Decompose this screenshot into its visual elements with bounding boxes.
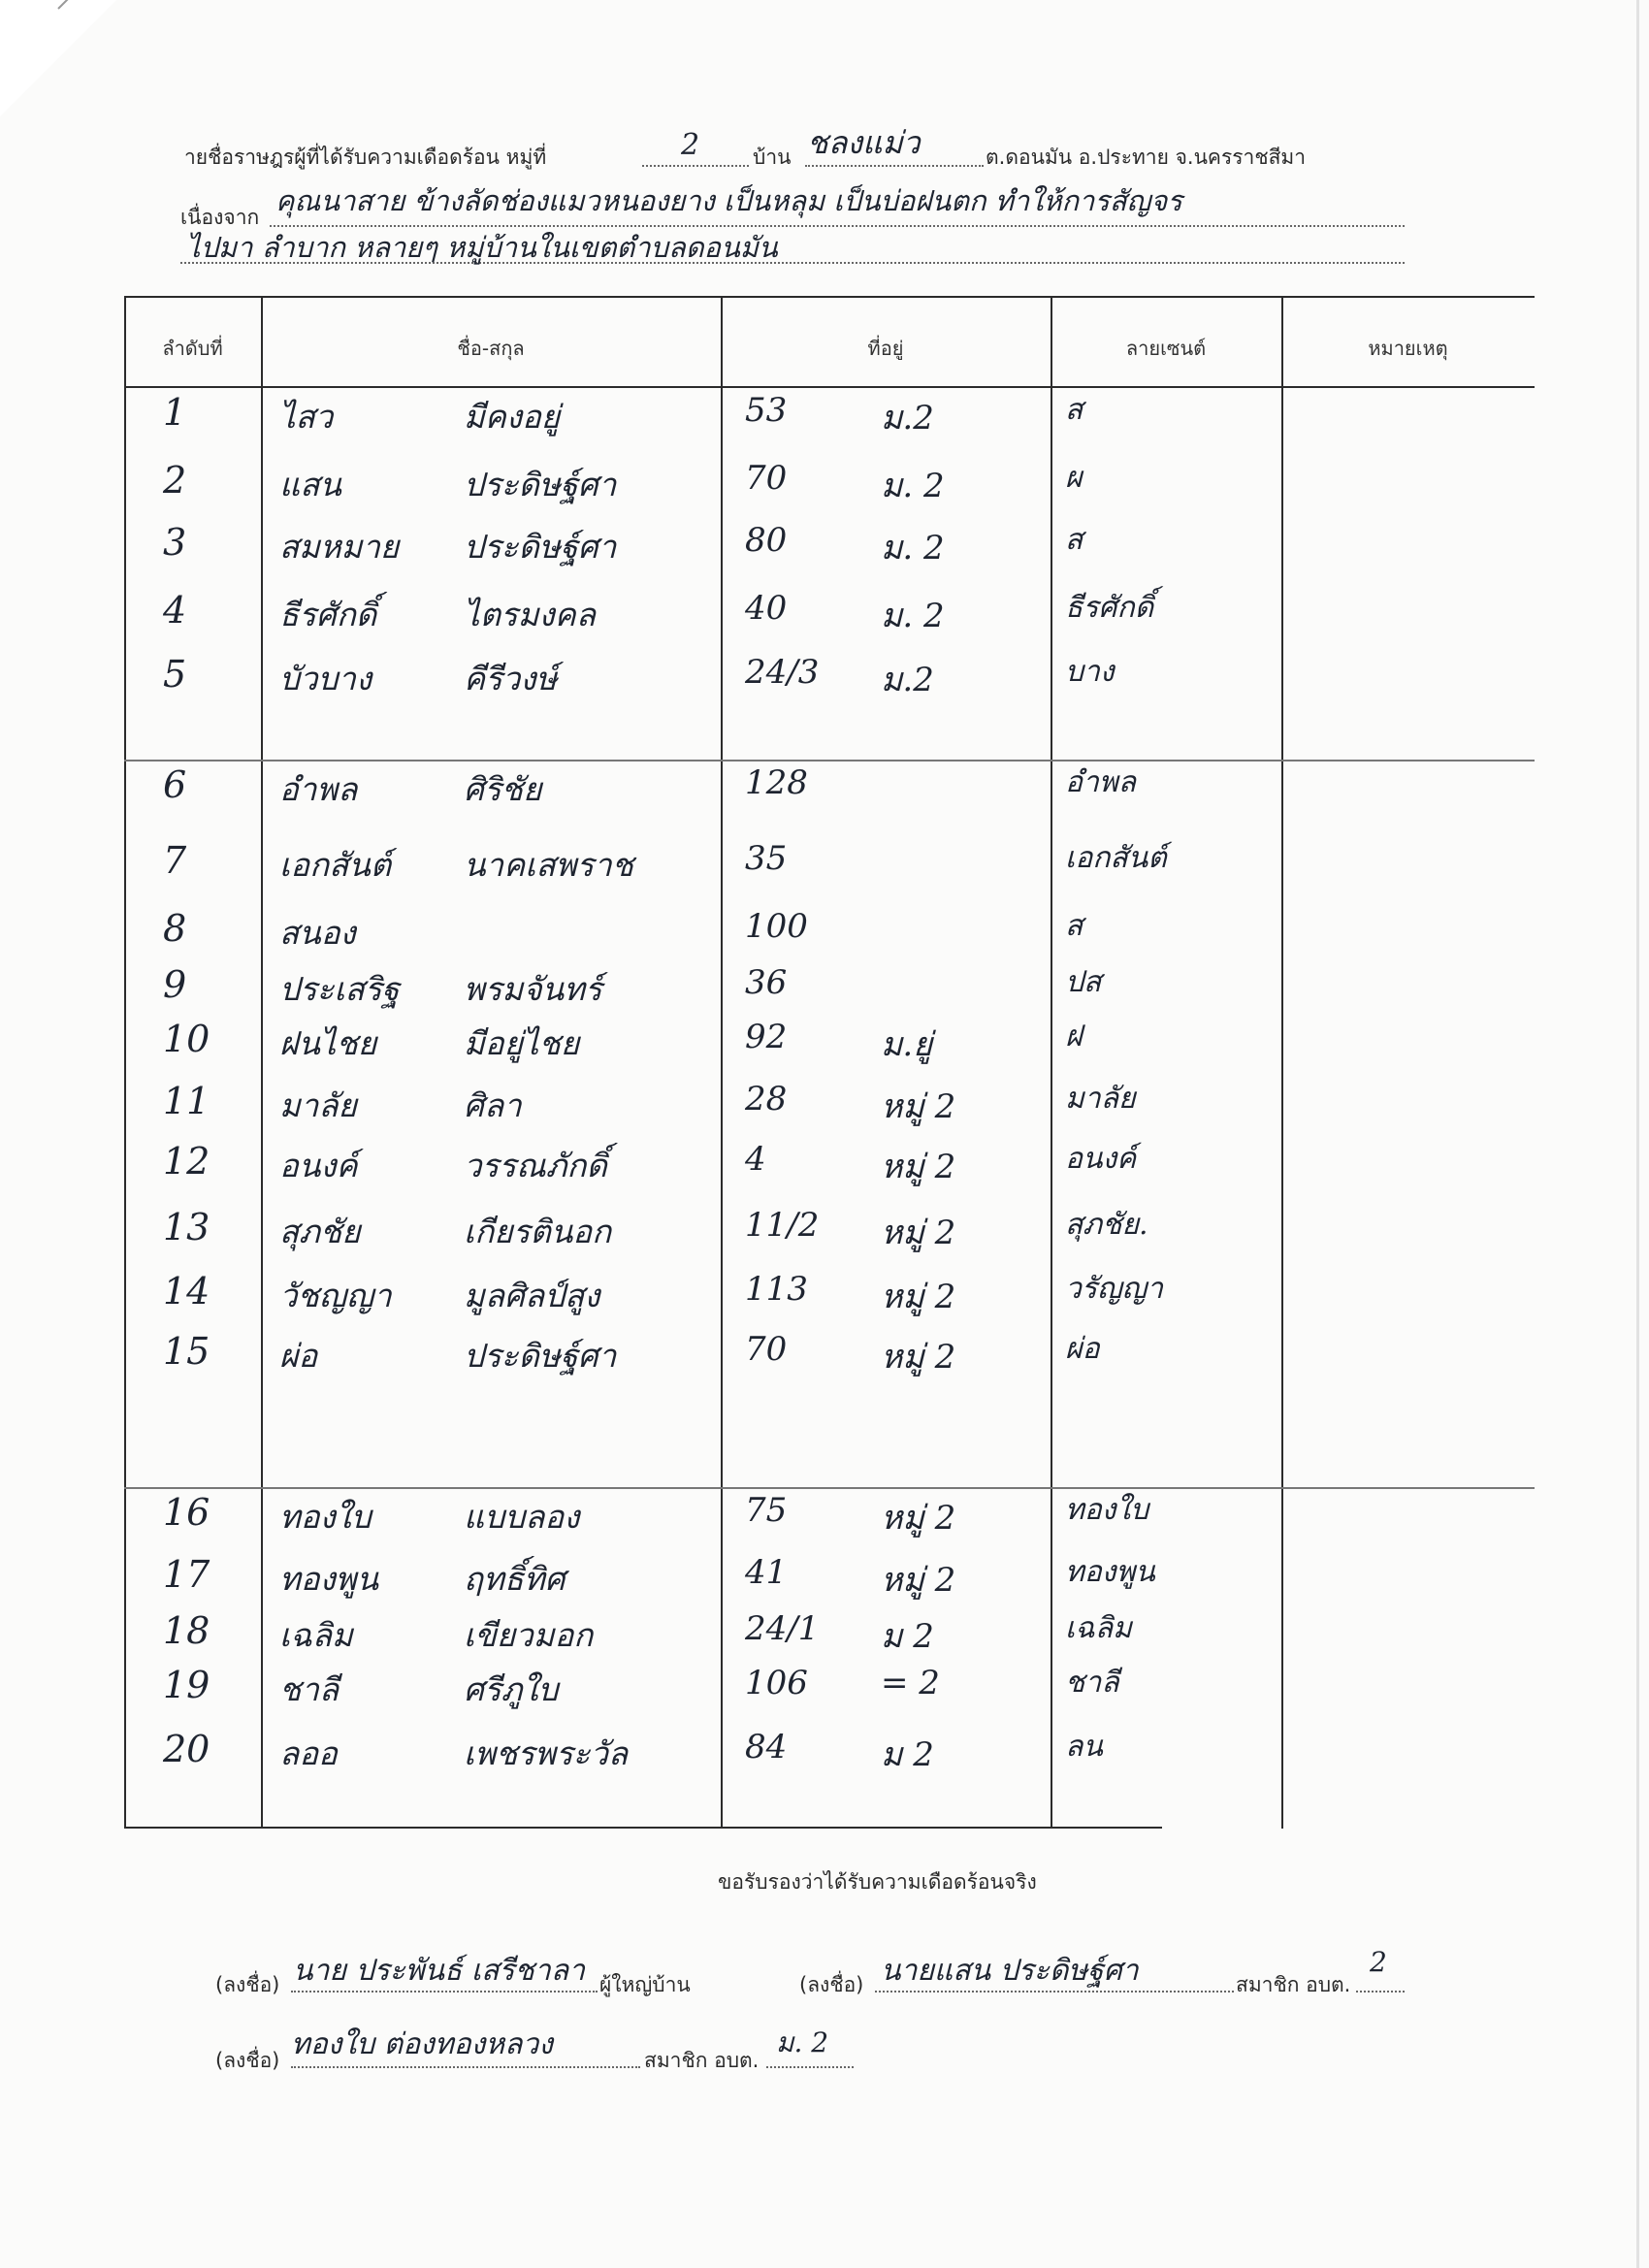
row-signature: วรัญญา — [1065, 1272, 1163, 1306]
row-house-no: 28 — [745, 1080, 788, 1118]
folded-corner — [0, 0, 116, 116]
row-moo: ม.2 — [881, 399, 934, 437]
certify-text: ขอรับรองว่าได้รับความเดือดร้อนจริง — [718, 1870, 1037, 1894]
row-moo: หมู่ 2 — [881, 1148, 956, 1186]
row-signature: ปส — [1065, 965, 1102, 999]
row-signature: ทองพูน — [1065, 1555, 1155, 1589]
row-house-no: 106 — [745, 1664, 808, 1702]
sign1-role: ผู้ใหญ่บ้าน — [599, 1973, 691, 1996]
row-last-name: คีรีวงษ์ — [464, 660, 558, 697]
sign3-role: สมาชิก อบต. — [644, 2049, 760, 2072]
row-moo: ม. 2 — [881, 597, 945, 635]
row-number: 11 — [163, 1080, 210, 1122]
row-signature: อนงค์ — [1065, 1142, 1137, 1176]
row-first-name: สนอง — [279, 914, 356, 952]
row-moo: หมู่ 2 — [881, 1278, 956, 1316]
sign3-role-no: ม. 2 — [776, 2026, 829, 2058]
row-moo: ม 2 — [881, 1735, 934, 1774]
row-signature: ลน — [1065, 1730, 1103, 1764]
row-first-name: ธีรศักดิ์ — [279, 596, 377, 633]
table-top-border — [124, 296, 1535, 298]
row-first-name: สมหมาย — [279, 528, 400, 566]
row-first-name: แสน — [279, 466, 341, 503]
row-signature: ผ — [1065, 461, 1083, 495]
row-moo: หมู่ 2 — [881, 1087, 956, 1126]
row-number: 6 — [163, 763, 187, 806]
row-last-name: ศรีภูใบ — [464, 1670, 559, 1708]
row-number: 1 — [163, 391, 187, 434]
row-house-no: 41 — [745, 1553, 788, 1592]
row-house-no: 11/2 — [745, 1206, 820, 1245]
row-first-name: ไสว — [279, 398, 334, 436]
header-remark: หมายเหตุ — [1368, 337, 1448, 360]
row-last-name: ศิลา — [464, 1086, 522, 1124]
village-no-line — [642, 165, 749, 167]
row-number: 14 — [163, 1270, 210, 1312]
row-number: 10 — [163, 1018, 210, 1060]
row-signature: ทองใบ — [1065, 1493, 1149, 1527]
row-number: 7 — [163, 839, 187, 882]
row-house-no: 70 — [745, 459, 788, 498]
header-no: ลำดับที่ — [162, 337, 223, 360]
ban-name: ชลงแม่ว — [807, 124, 921, 161]
col-border-3 — [1051, 296, 1052, 1829]
sign1-label: (ลงชื่อ) — [215, 1973, 280, 1996]
row-last-name: ประดิษฐ์ศา — [464, 466, 617, 503]
page-edge — [1636, 0, 1639, 2268]
sign2-role-line — [1356, 1991, 1405, 1993]
scan-seam-1 — [124, 760, 1535, 761]
row-signature: เฉลิม — [1065, 1611, 1132, 1645]
list-title: ายชื่อราษฎรผู้ที่ได้รับความเดือดร้อน หมู่ที่ — [184, 146, 547, 169]
row-house-no: 128 — [745, 763, 808, 802]
row-first-name: ประเสริฐ — [279, 970, 400, 1008]
col-border-1 — [261, 296, 263, 1829]
col-border-2 — [721, 296, 723, 1829]
row-last-name: มูลศิลป์สูง — [464, 1277, 600, 1314]
sign2-label: (ลงชื่อ) — [799, 1973, 864, 1996]
village-no: 2 — [681, 128, 700, 162]
row-house-no: 75 — [745, 1491, 788, 1530]
row-number: 5 — [163, 653, 187, 696]
row-last-name: ศิริชัย — [464, 770, 542, 808]
col-border-left — [124, 296, 126, 1829]
cause-text-2: ไปมา ลำบาก หลายๆ หมู่บ้านในเขตตำบลดอนมัน — [186, 231, 778, 264]
row-signature: ส — [1065, 393, 1083, 427]
row-moo: ม.2 — [881, 661, 934, 699]
row-first-name: ฝนไชย — [279, 1024, 377, 1062]
row-moo: ม 2 — [881, 1617, 934, 1656]
row-first-name: ผ่อ — [279, 1337, 318, 1375]
table-bottom-border — [124, 1827, 1162, 1829]
row-house-no: 4 — [745, 1140, 766, 1179]
row-last-name: ประดิษฐ์ศา — [464, 1337, 617, 1375]
row-last-name: ประดิษฐ์ศา — [464, 528, 617, 566]
row-number: 3 — [163, 521, 187, 564]
row-number: 2 — [163, 459, 187, 502]
row-last-name: พรมจันทร์ — [464, 970, 602, 1008]
row-first-name: ทองพูน — [279, 1560, 378, 1598]
row-last-name: เพชรพระวัล — [464, 1734, 629, 1772]
row-last-name: แบบลอง — [464, 1498, 580, 1536]
row-last-name: นาคเสพราช — [464, 846, 633, 884]
row-last-name: เกียรตินอก — [464, 1213, 612, 1250]
row-last-name: ไตรมงคล — [464, 596, 596, 633]
ban-label: บ้าน — [753, 146, 792, 169]
row-house-no: 70 — [745, 1330, 788, 1369]
row-number: 8 — [163, 907, 187, 950]
row-first-name: บัวบาง — [279, 660, 372, 697]
row-moo: ม. 2 — [881, 529, 945, 567]
row-house-no: 53 — [745, 391, 788, 430]
row-first-name: สุภชัย — [279, 1213, 361, 1250]
sign3-label: (ลงชื่อ) — [215, 2049, 280, 2072]
row-signature: บาง — [1065, 655, 1115, 689]
row-first-name: อนงค์ — [279, 1147, 358, 1184]
row-house-no: 113 — [745, 1270, 808, 1309]
row-first-name: ชาลี — [279, 1670, 340, 1708]
row-moo: = 2 — [881, 1664, 940, 1702]
header-address: ที่อยู่ — [867, 337, 904, 360]
row-signature: ธีรศักดิ์ — [1065, 591, 1154, 625]
row-moo: หมู่ 2 — [881, 1214, 956, 1252]
row-signature: สุภชัย. — [1065, 1208, 1148, 1242]
row-number: 4 — [163, 589, 187, 632]
sign3-name: ทองใบ ต่องทองหลวง — [291, 2027, 553, 2061]
scan-seam-2 — [124, 1487, 1535, 1489]
sign2-role: สมาชิก อบต. — [1236, 1973, 1351, 1996]
row-signature: ส — [1065, 909, 1083, 943]
row-number: 19 — [163, 1664, 210, 1706]
row-first-name: ลออ — [279, 1734, 338, 1772]
row-house-no: 40 — [745, 589, 788, 628]
row-number: 12 — [163, 1140, 210, 1183]
row-last-name: มีคงอยู่ — [464, 398, 561, 436]
row-signature: ชาลี — [1065, 1666, 1119, 1700]
row-number: 17 — [163, 1553, 210, 1596]
header-bottom-border — [124, 386, 1535, 388]
row-first-name: ทองใบ — [279, 1498, 372, 1536]
row-moo: หมู่ 2 — [881, 1561, 956, 1600]
row-first-name: เอกสันต์ — [279, 846, 392, 884]
header-signature: ลายเซนต์ — [1125, 337, 1207, 360]
row-house-no: 80 — [745, 521, 788, 560]
row-number: 18 — [163, 1609, 210, 1652]
location: ต.ดอนมัน อ.ประทาย จ.นครราชสีมา — [986, 146, 1307, 169]
row-signature: ผ่อ — [1065, 1332, 1100, 1366]
row-number: 16 — [163, 1491, 210, 1534]
row-moo: ม.ยู่ — [881, 1025, 933, 1064]
sign1-name: นาย ประพันธ์ เสรีชาลา — [293, 1954, 585, 1988]
beneficiary-table — [124, 296, 1535, 1829]
sign3-role-line — [766, 2066, 854, 2068]
cause-label: เนื่องจาก — [180, 206, 260, 229]
row-first-name: อำพล — [279, 770, 358, 808]
row-first-name: เฉลิม — [279, 1616, 353, 1654]
row-first-name: วัชญญา — [279, 1277, 392, 1314]
sign2-role-no: 2 — [1370, 1946, 1387, 1978]
row-last-name: วรรณภักดิ์ — [464, 1147, 607, 1184]
row-signature: ส — [1065, 523, 1083, 557]
row-house-no: 84 — [745, 1728, 788, 1766]
row-last-name: ฤทธิ์ทิศ — [464, 1560, 566, 1598]
row-moo: หมู่ 2 — [881, 1338, 956, 1377]
sign2-name: นายแสน ประดิษฐ์ศา — [881, 1954, 1139, 1988]
row-house-no: 24/1 — [745, 1609, 820, 1648]
row-moo: ม. 2 — [881, 467, 945, 505]
header-name: ชื่อ-สกุล — [457, 337, 525, 360]
row-signature: ฝ — [1065, 1020, 1083, 1053]
row-number: 20 — [163, 1728, 210, 1770]
row-signature: มาลัย — [1065, 1082, 1136, 1116]
row-last-name: มีอยู่ไชย — [464, 1024, 580, 1062]
row-number: 13 — [163, 1206, 210, 1248]
row-signature: อำพล — [1065, 765, 1137, 799]
row-first-name: มาลัย — [279, 1086, 357, 1124]
row-last-name: เขียวมอก — [464, 1616, 594, 1654]
row-house-no: 35 — [745, 839, 788, 878]
row-moo: หมู่ 2 — [881, 1499, 956, 1538]
row-house-no: 100 — [745, 907, 808, 946]
row-house-no: 36 — [745, 963, 788, 1002]
row-number: 9 — [163, 963, 187, 1006]
col-border-4 — [1281, 296, 1283, 1829]
row-signature: เอกสันต์ — [1065, 841, 1167, 875]
row-house-no: 24/3 — [745, 653, 820, 692]
row-number: 15 — [163, 1330, 210, 1373]
row-house-no: 92 — [745, 1018, 788, 1056]
cause-text-1: คุณนาสาย ข้างลัดช่องแมวหนองยาง เป็นหลุม เป็นบ่อฝนตก ทำให้การสัญจร — [275, 184, 1182, 217]
